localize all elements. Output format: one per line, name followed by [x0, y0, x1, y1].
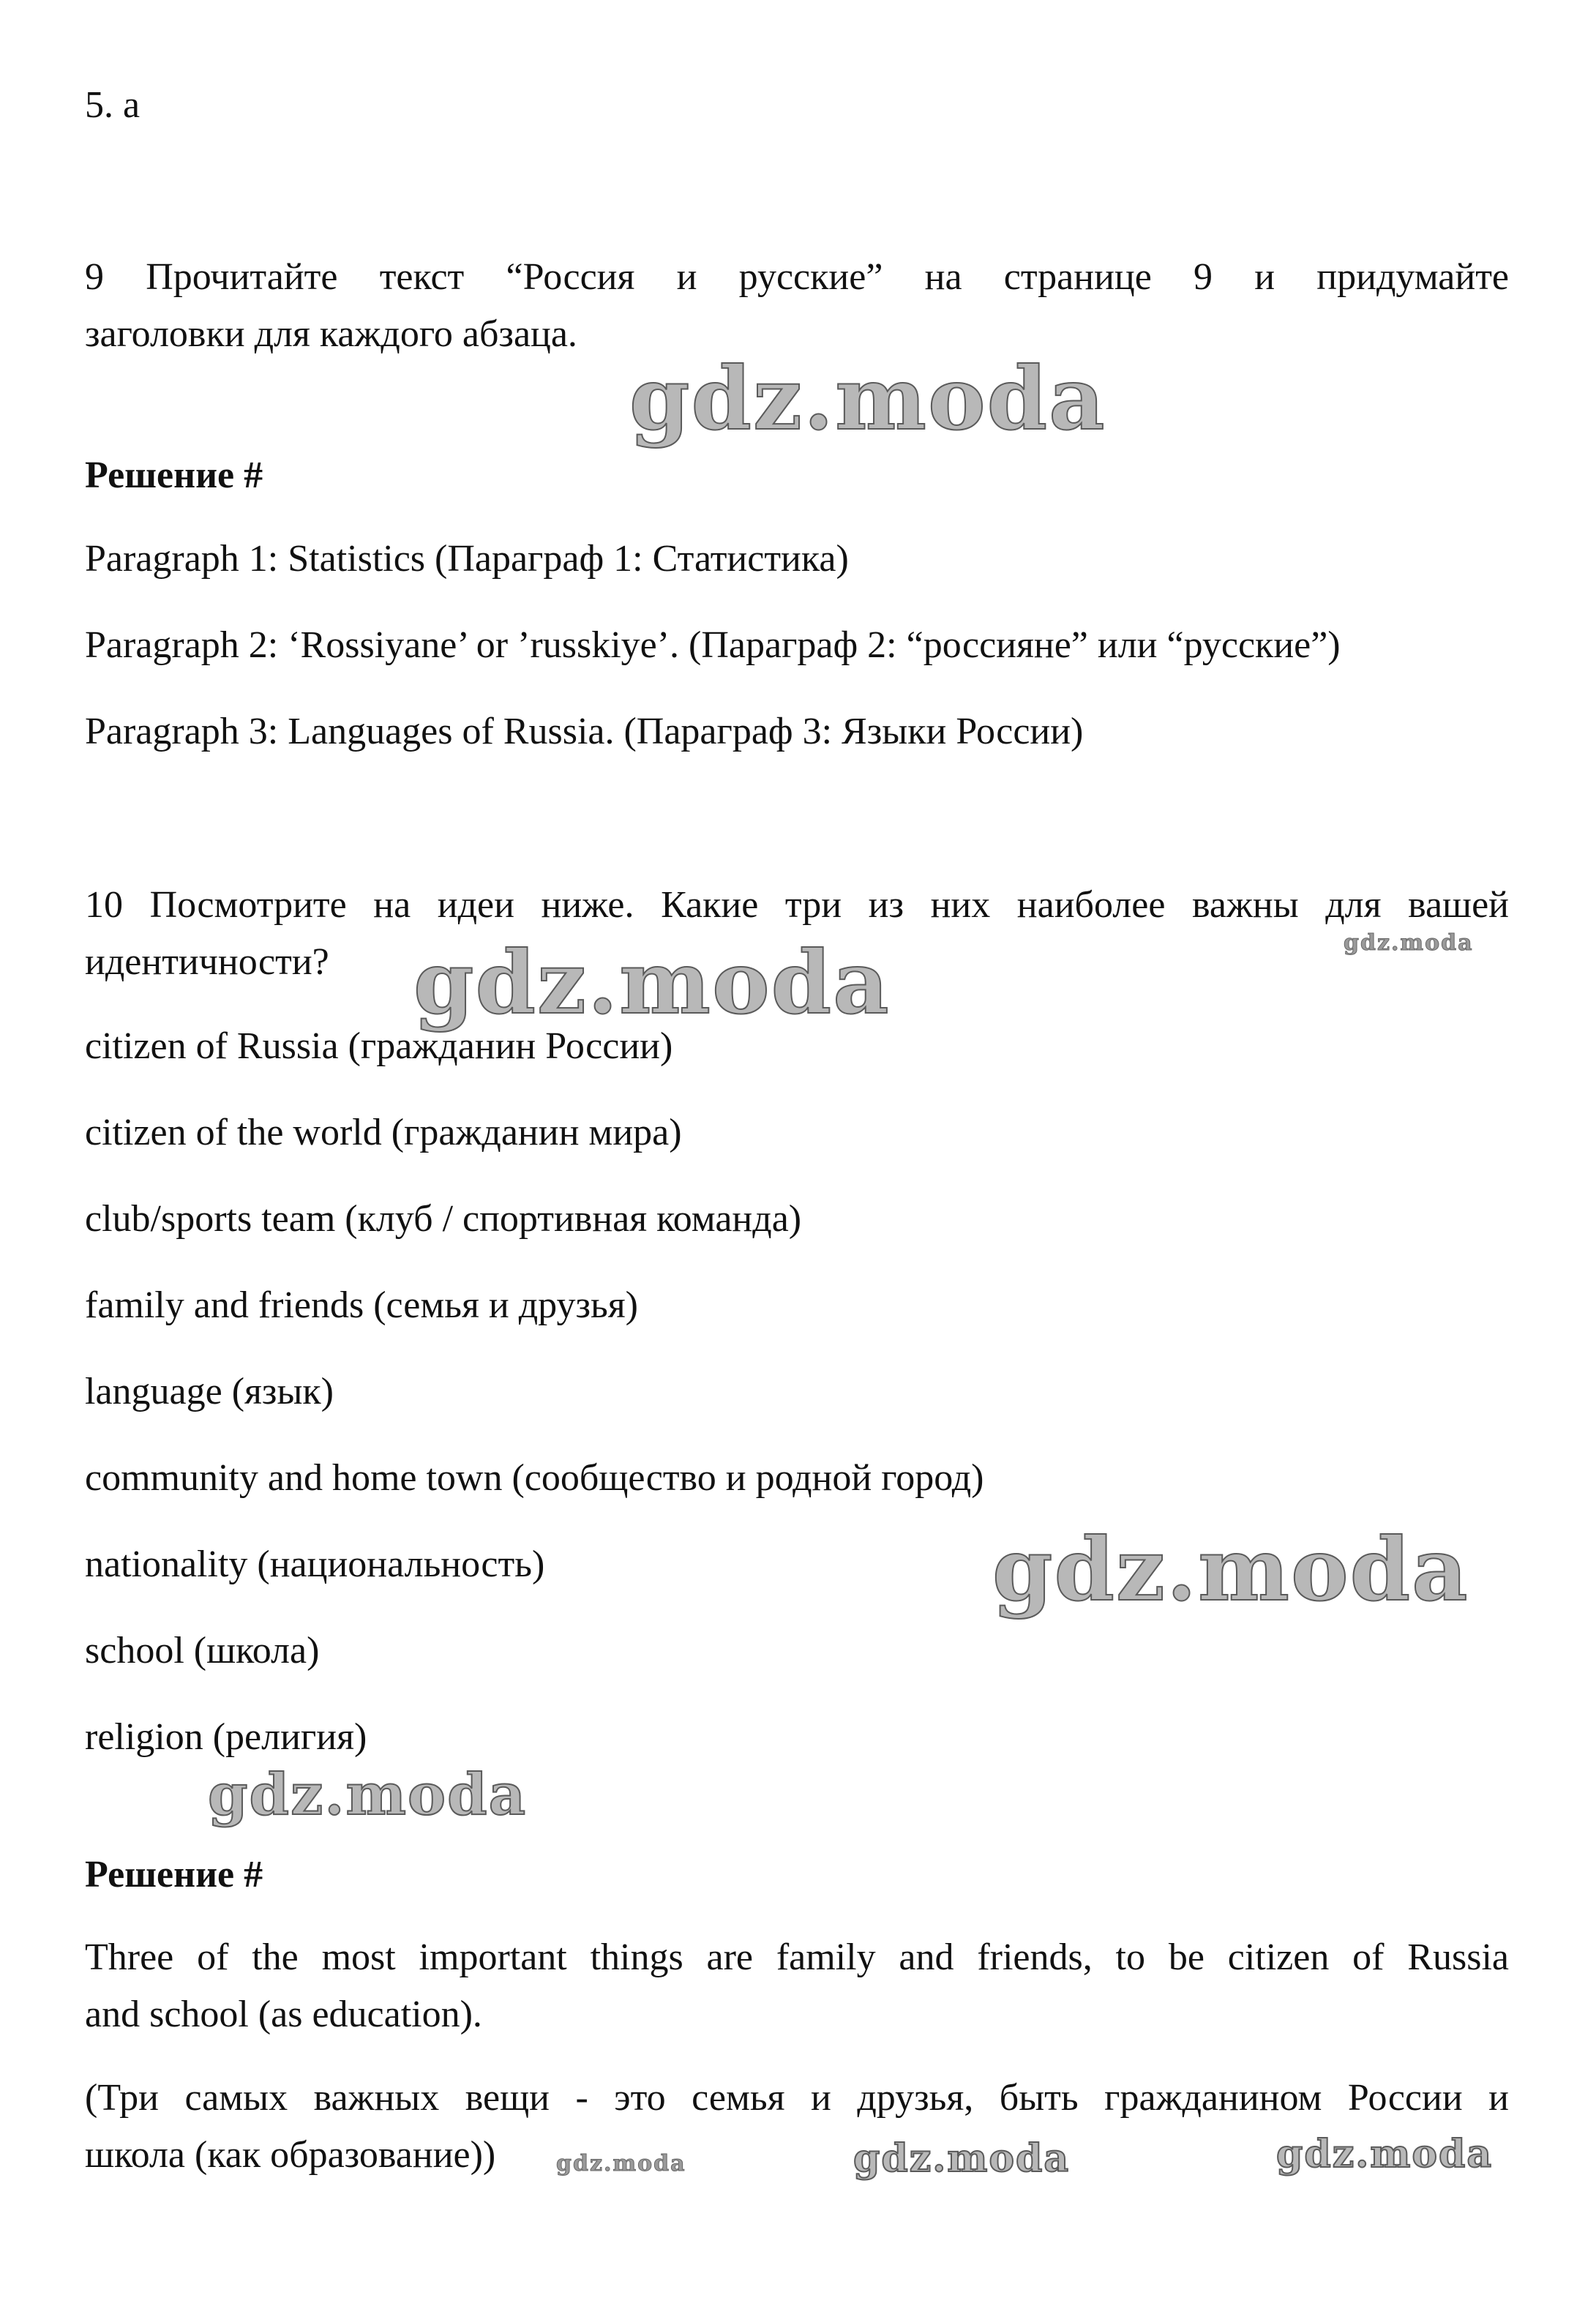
idea-item-6: community and home town (сообщество и родной город): [85, 1457, 984, 1499]
idea-item-9: religion (религия): [85, 1716, 367, 1758]
task-10-answer-ru-line-2: школа (как образование)): [85, 2134, 496, 2176]
task-10-prompt-line-2: идентичности?: [85, 941, 329, 983]
task-10-solution-label: Решение #: [85, 1854, 263, 1895]
task-10-answer-ru-line-1: (Три самых важных вещи - это семья и друзья, быть гражданином России и: [85, 2077, 1509, 2119]
idea-item-3: club/sports team (клуб / спортивная команда): [85, 1198, 802, 1240]
task-9-solution-label: Решение #: [85, 454, 263, 496]
task-10-answer-en-line-2: and school (as education).: [85, 1994, 482, 2035]
watermark: gdz.moda: [556, 2151, 686, 2176]
task-9-prompt: [85, 249, 1509, 363]
idea-item-4: family and friends (семья и друзья): [85, 1284, 638, 1326]
task-10-answer-en: [85, 1929, 1509, 2043]
previous-answer: 5. a: [85, 84, 141, 126]
watermark: gdz.moda: [208, 1762, 528, 1828]
watermark: gdz.moda: [1344, 930, 1474, 956]
idea-item-5: language (язык): [85, 1371, 334, 1412]
watermark: gdz.moda: [413, 932, 891, 1033]
watermark: gdz.moda: [1276, 2132, 1494, 2176]
task-9-prompt-line-2: заголовки для каждого абзаца.: [85, 313, 577, 355]
task-9-answer-2: Paragraph 2: ‘Rossiyane’ or ’russkiye’. (Параграф 2: “россияне” или “русские”): [85, 624, 1341, 666]
idea-item-1: citizen of Russia (гражданин России): [85, 1025, 673, 1067]
task-9-answer-3: Paragraph 3: Languages of Russia. (Параграф 3: Языки России): [85, 711, 1084, 752]
task-9-prompt-line-1: 9 Прочитайте текст “Россия и русские” на странице 9 и придумайте: [85, 256, 1509, 298]
task-9-answer-1: Paragraph 1: Statistics (Параграф 1: Статистика): [85, 538, 849, 580]
task-10-answer-en-line-1: Three of the most important things are family and friends, to be citizen of Russia: [85, 1936, 1509, 1978]
idea-item-7: nationality (национальность): [85, 1543, 545, 1585]
idea-item-2: citizen of the world (гражданин мира): [85, 1112, 682, 1153]
watermark: gdz.moda: [629, 348, 1106, 449]
watermark: gdz.moda: [853, 2136, 1071, 2181]
idea-item-8: school (школа): [85, 1630, 320, 1672]
task-10-prompt-line-1: 10 Посмотрите на идеи ниже. Какие три из них наиболее важны для вашей: [85, 884, 1509, 926]
watermark: gdz.moda: [992, 1519, 1469, 1620]
